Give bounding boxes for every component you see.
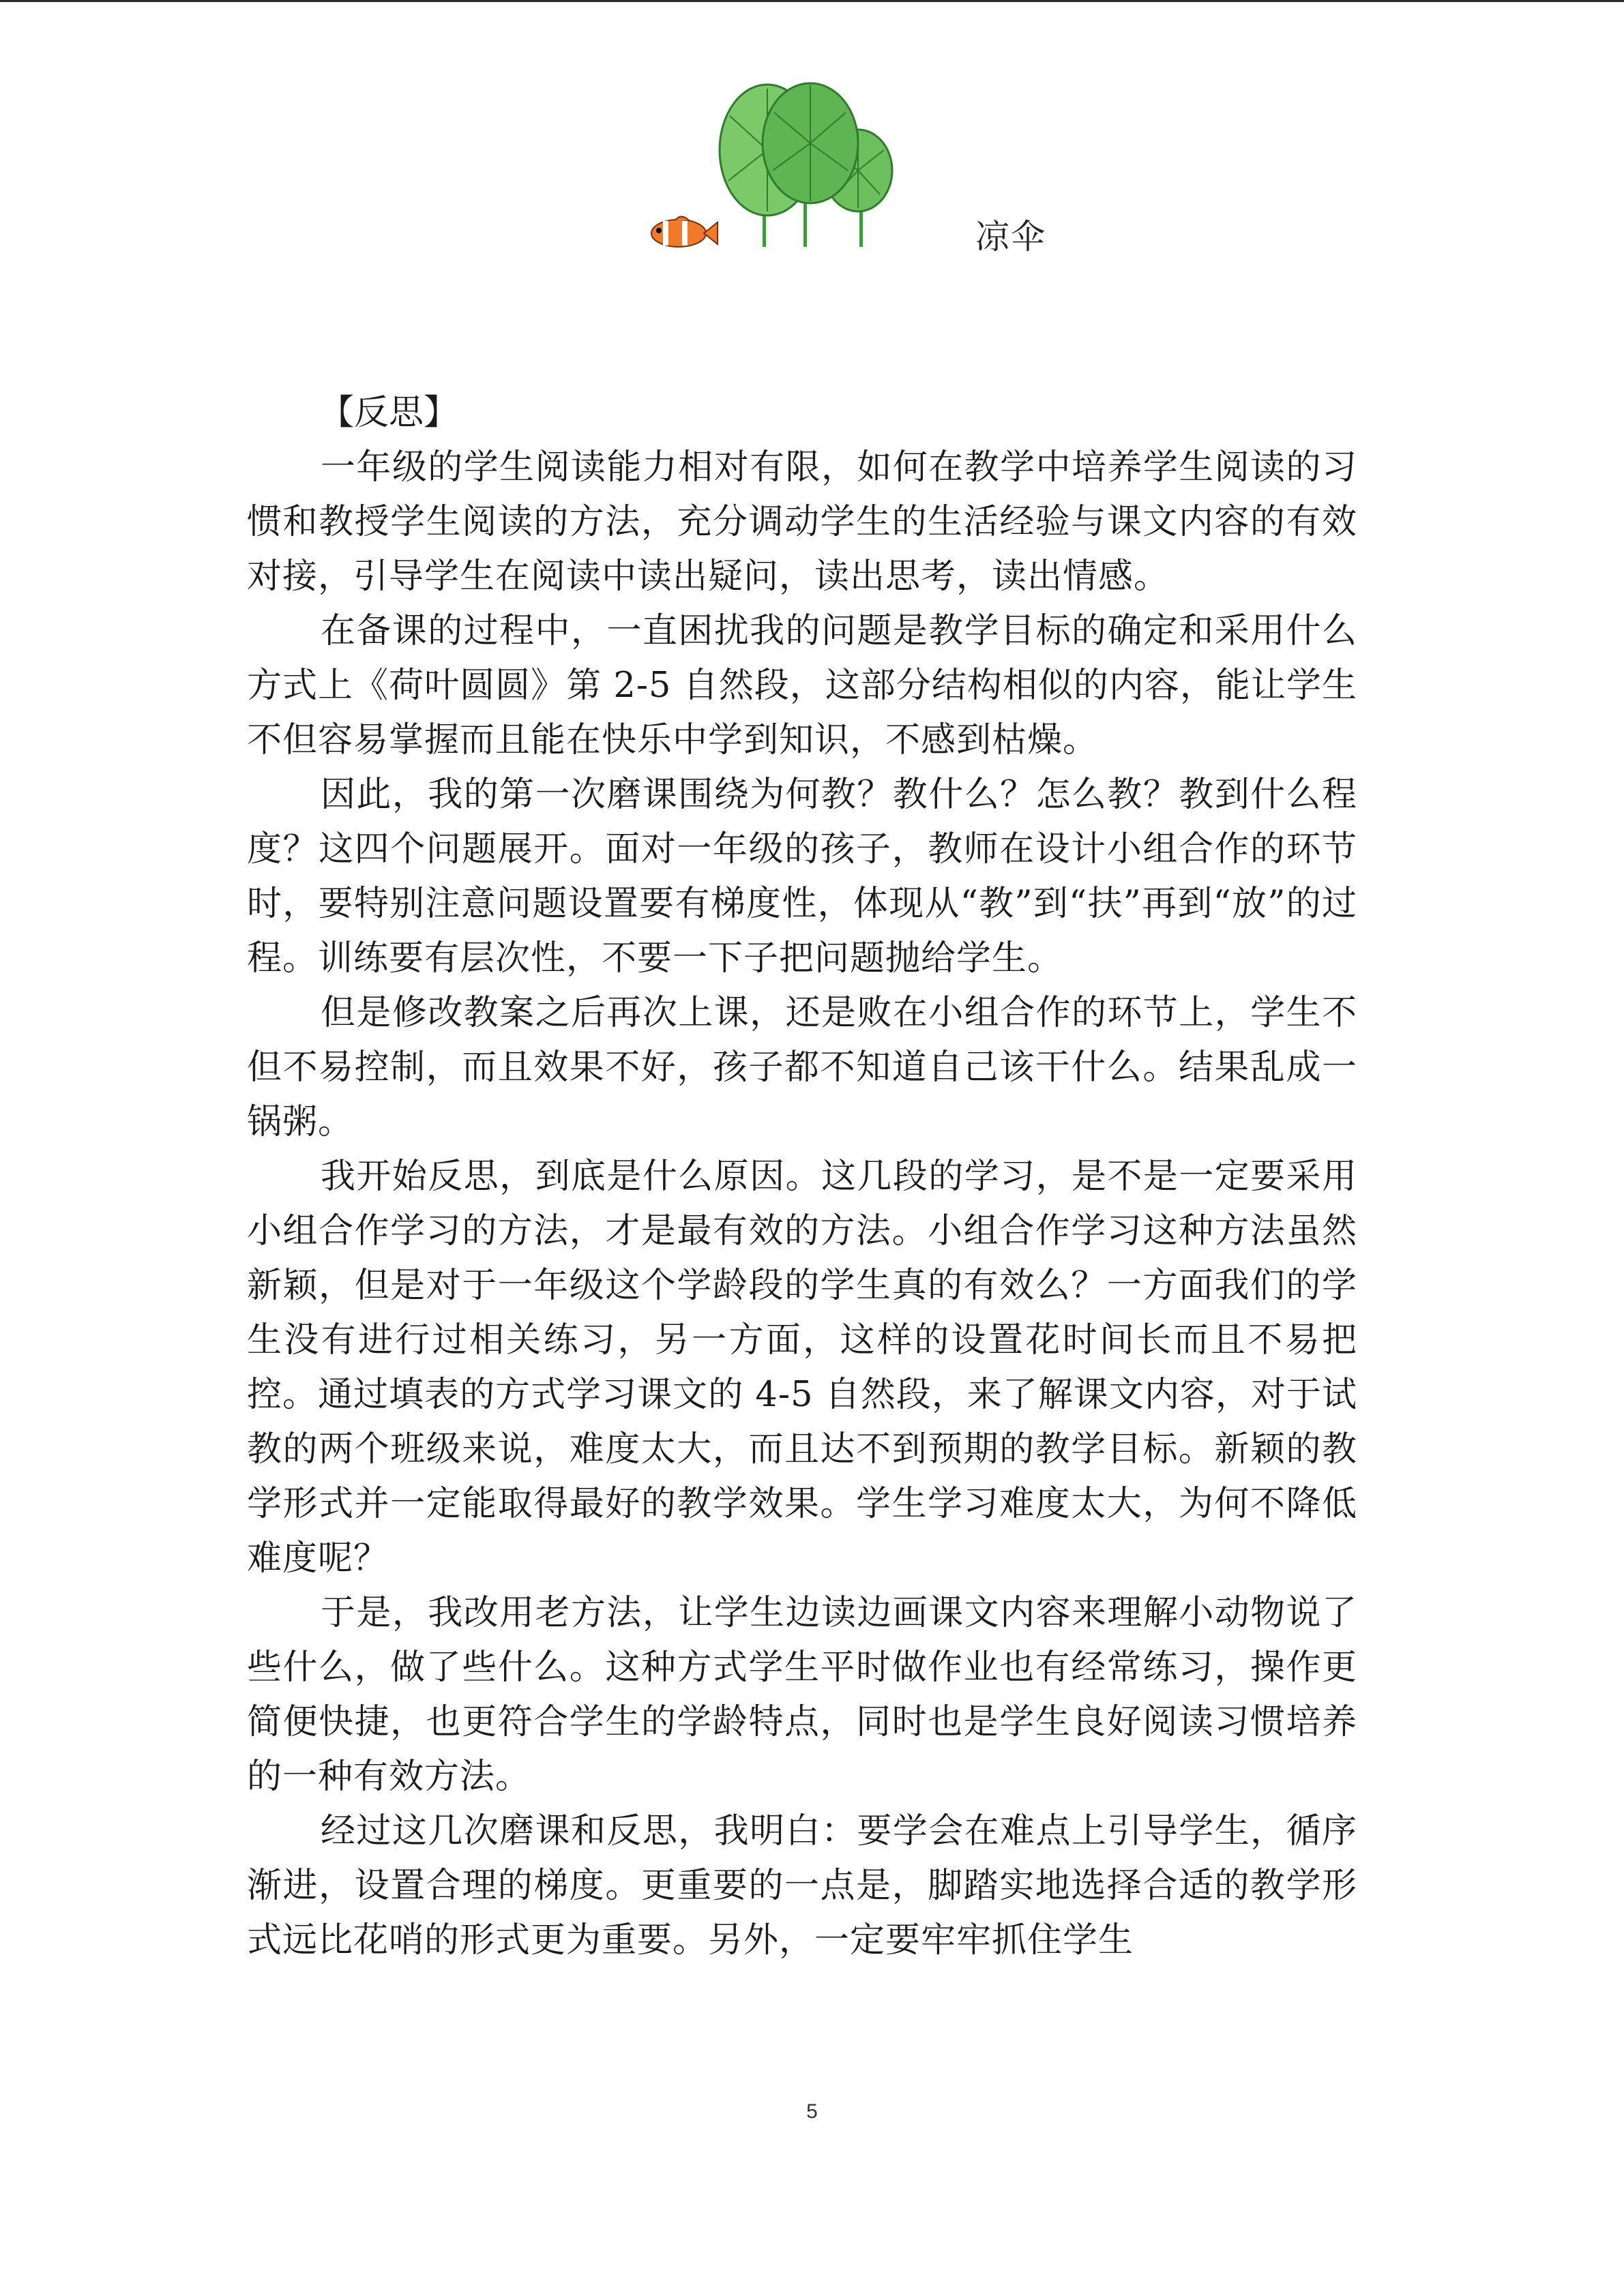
- page-number: 5: [806, 2100, 818, 2123]
- paragraph-5: 我开始反思，到底是什么原因。这几段的学习，是不是一定要采用小组合作学习的方法，才是最有效的方法。小组合作学习这种方法虽然新颖，但是对于一年级这个学龄段的学生真的有效么？一方面我们的学生没有进行过相关练习，另一方面，这样的设置花时间长而且不易把控。通过填表的方式学习课文的 4-5 自然段，来了解课文内容，对于试教的两个班级来说，难度太大，而且达不到预期的教学目标。新颖的教学形式并一定能取得最好的教学效果。学生学习难度太大，为何不降低难度呢？: [247, 1157, 1357, 1579]
- page-header: [0, 0, 1624, 273]
- paragraph-3: 因此，我的第一次磨课围绕为何教？教什么？怎么教？教到什么程度？这四个问题展开。面对一年级的孩子，教师在设计小组合作的环节时，要特别注意问题设置要有梯度性，体现从“教”到“扶”再到“放”的过程。训练要有层次性，不要一下子把问题抛给学生。: [247, 775, 1357, 979]
- paragraph-7: 经过这几次磨课和反思，我明白：要学会在难点上引导学生，循序渐进，设置合理的梯度。更重要的一点是，脚踏实地选择合适的教学形式远比花哨的形式更为重要。另外，一定要牢牢抓住学生: [247, 1811, 1357, 1960]
- lotus-leaves-icon: [720, 83, 892, 247]
- header-illustration: [641, 68, 914, 259]
- header-title: 凉伞: [975, 217, 1046, 256]
- paragraph-2: 在备课的过程中，一直困扰我的问题是教学目标的确定和采用什么方式上《荷叶圆圆》第 2-5 自然段，这部分结构相似的内容，能让学生不但容易掌握而且能在快乐中学到知识，不感到枯燥。: [247, 611, 1357, 760]
- paragraph-4: 但是修改教案之后再次上课，还是败在小组合作的环节上，学生不但不易控制，而且效果不好，孩子都不知道自己该干什么。结果乱成一锅粥。: [247, 993, 1357, 1142]
- document-body: [247, 386, 1357, 1968]
- paragraph-1: 一年级的学生阅读能力相对有限，如何在教学中培养学生阅读的习惯和教授学生阅读的方法，充分调动学生的生活经验与课文内容的有效对接，引导学生在阅读中读出疑问，读出思考，读出情感。: [247, 447, 1357, 597]
- section-heading: 【反思】: [319, 393, 459, 433]
- clownfish-icon: [651, 217, 718, 248]
- paragraph-6: 于是，我改用老方法，让学生边读边画课文内容来理解小动物说了些什么，做了些什么。这种方式学生平时做作业也有经常练习，操作更简便快捷，也更符合学生的学龄特点，同时也是学生良好阅读习惯培养的一种有效方法。: [247, 1593, 1357, 1797]
